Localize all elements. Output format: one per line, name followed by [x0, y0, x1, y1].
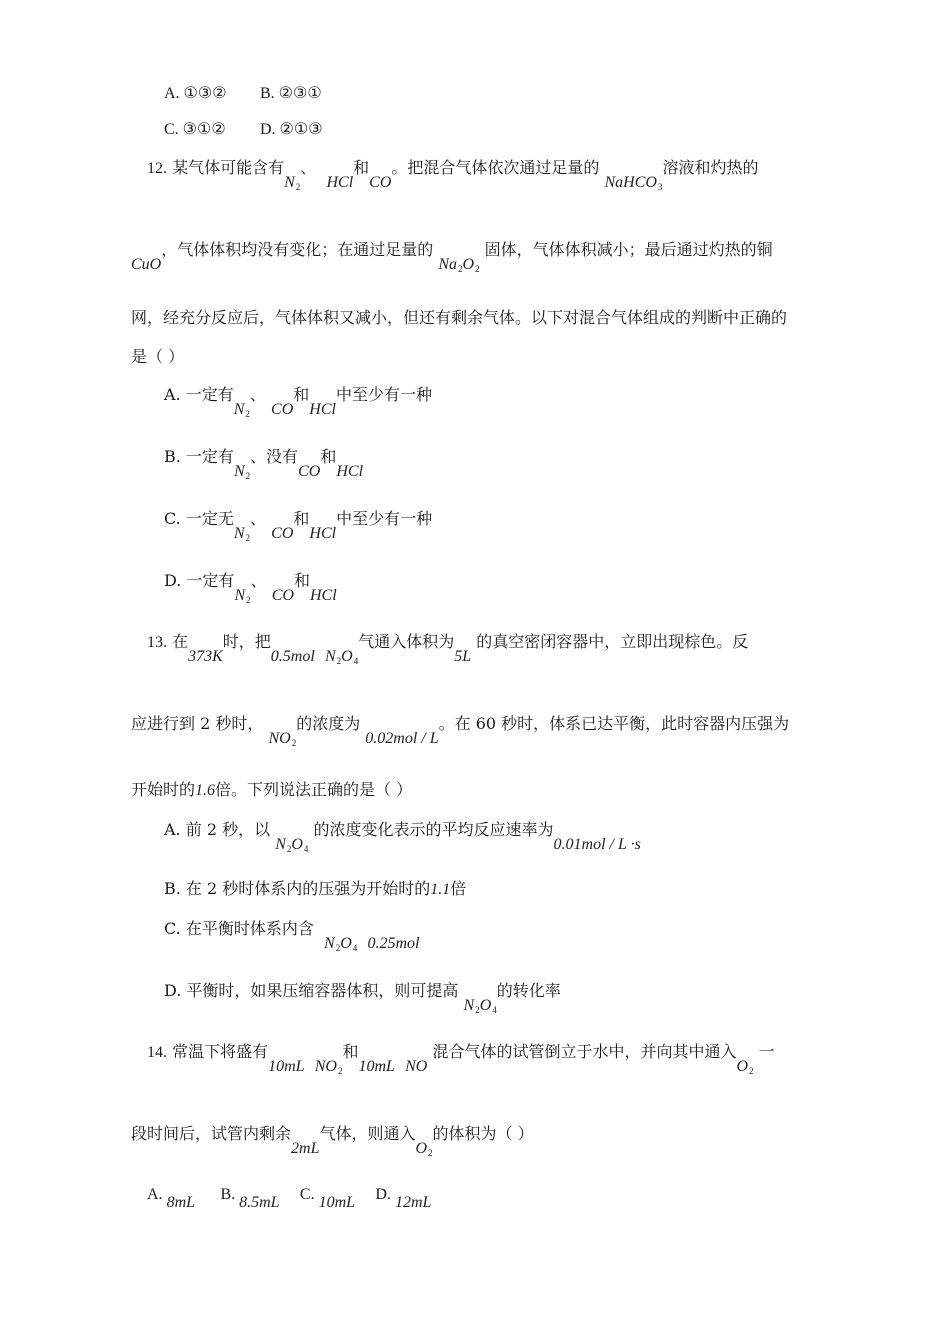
q14-option-a: A. 8mL [147, 1186, 196, 1211]
q12-stem-line1 [147, 158, 759, 192]
ratio-value: 1.6 [195, 782, 216, 799]
q14-option-b: B. 8.5mL [220, 1186, 280, 1211]
q13-stem-line3: 开始时的1.6倍。下列说法正确的是（ ） [131, 780, 413, 799]
question-number: 13. [147, 634, 167, 651]
q11-option-b: B. ②③① [260, 85, 322, 102]
volume-value: 5L [454, 648, 472, 665]
amount-value: 0.25mol [367, 935, 420, 952]
temperature-value: 373K [188, 648, 223, 665]
amount-value: 0.5mol [270, 648, 315, 665]
formula-no2: $NO_2$ [314, 1058, 343, 1076]
formula-hcl: HCl [309, 587, 337, 604]
q12-stem-line4: 是（ ） [131, 347, 185, 366]
q14-option-c: C. 10mL [299, 1186, 356, 1211]
formula-n2o4: $N_2O_4$ [275, 836, 309, 854]
text: 固体，气体体积减小；最后通过灼热的铜 [484, 240, 773, 259]
formula-co: CO [369, 174, 392, 191]
q14-stem-line1: 14. 常温下将盛有10mL $NO_2$和10mL NO 混合气体的试管倒立于水中，并向其中通入$O_2$ 一 [147, 1042, 775, 1076]
q12-option-c: C. 一定无$N_2$、 CO和HCl中至少有一种 [164, 509, 433, 543]
ratio-value: 1.1 [430, 881, 451, 898]
q13-option-d: D. 平衡时，如果压缩容器体积，则可提高 $N_2O_4$的转化率 [164, 981, 561, 1015]
formula-n2o4: $N_2O_4$ [463, 997, 497, 1015]
question-number: 12. [147, 160, 167, 177]
formula-cuo: CuO [131, 256, 162, 273]
text: 。把混合气体依次通过足量的 [391, 158, 600, 177]
formula-n2o4: $N_2O_4$ [324, 648, 359, 666]
q12-stem-line3: 网，经充分反应后，气体体积又减小，但还有剩余气体。以下对混合气体组成的判断中正确的 [131, 308, 788, 327]
question-number: 14. [147, 1044, 167, 1061]
formula-n2: $N_2$ [234, 587, 251, 605]
text: 、 [300, 158, 317, 177]
q12-option-d: D. 一定有$N_2$、 CO和HCl [164, 571, 337, 605]
volume-value: 10mL [358, 1058, 395, 1075]
formula-co: CO [298, 463, 321, 480]
formula-o2: $O_2$ [415, 1140, 433, 1158]
q13-option-b: B. 在 2 秒时体系内的压强为开始时的1.1倍 [164, 879, 467, 898]
q13-stem-line2: 应进行到 2 秒时， $NO_2$的浓度为 0.02mol / L。在 60 秒时，体系已达平衡，此时容器内压强为 [131, 714, 790, 748]
formula-co: CO [271, 401, 294, 418]
q14-stem-line2: 段时间后，试管内剩余2mL气体，则通入$O_2$的体积为（ ） [131, 1124, 534, 1158]
q13-option-c: C. 在平衡时体系内含 $N_2O_4$ 0.25mol [164, 919, 420, 953]
volume-value: 2mL [291, 1140, 320, 1157]
formula-no: NO [405, 1058, 428, 1075]
formula-nahco3: NaHCO$_3$ [604, 174, 663, 192]
formula-hcl: HCl [309, 401, 336, 418]
text: 和 [353, 158, 370, 177]
formula-n2: $N_2$ [233, 525, 251, 543]
q12-option-b: B. 一定有$N_2$、没有CO和HCl [164, 447, 364, 481]
formula-n2: $N_2$ [233, 463, 251, 481]
formula-co: CO [271, 587, 294, 604]
formula-no2: $NO_2$ [268, 730, 297, 748]
formula-hcl: HCl [309, 525, 337, 542]
text: 某气体可能含有 [172, 158, 285, 177]
formula-na2o2: $Na_2O_2$ [438, 256, 480, 274]
formula-n2: $N_2$ [284, 174, 301, 192]
formula-o2: $O_2$ [736, 1058, 754, 1076]
q12-stem-line2 [131, 240, 773, 274]
formula-n2: $N_2$ [233, 401, 250, 419]
concentration-value: 0.02mol / L [365, 730, 439, 747]
formula-n2o4: $N_2O_4$ [324, 935, 358, 953]
formula-hcl: HCl [326, 174, 354, 191]
q13-option-a: A. 前 2 秒，以 $N_2O_4$ 的浓度变化表示的平均反应速率为0.01mol / L ·s [164, 820, 641, 854]
volume-value: 10mL [268, 1058, 305, 1075]
text: 溶液和灼热的 [662, 158, 759, 177]
q11-option-d: D. ②①③ [260, 121, 323, 138]
formula-hcl: HCl [336, 463, 364, 480]
q11-option-c: C. ③①② [164, 121, 226, 138]
q14-option-d: D. 12mL [375, 1186, 432, 1211]
q13-stem-line1: 13. 在373K时，把0.5mol $N_2O_4$气通入体积为5L 的真空密闭容器中，立即出现棕色。反 [147, 632, 749, 666]
text: ，气体体积均没有变化；在通过足量的 [161, 240, 434, 259]
formula-co: CO [271, 525, 294, 542]
rate-value: 0.01mol / L ·s [553, 836, 641, 853]
q14-options [147, 1184, 432, 1211]
q12-option-a: A. 一定有$N_2$、 CO和HCl中至少有一种 [164, 385, 432, 419]
q11-option-a: A. ①③② [164, 85, 227, 102]
